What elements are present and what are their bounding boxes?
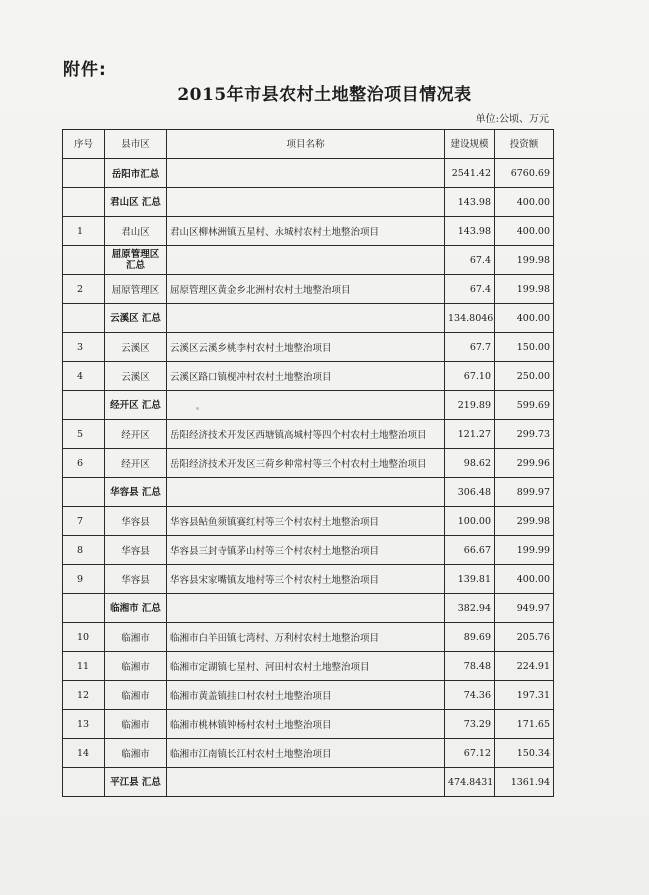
row-number: 8 [63, 536, 105, 565]
table-row [63, 536, 554, 565]
row-scale: 67.4 [445, 246, 495, 275]
table-row [63, 449, 554, 478]
row-project-name: 临湘市桃林镇钟杨村农村土地整治项目 [167, 710, 445, 739]
col-header-project: 项目名称 [167, 130, 445, 159]
table-row [63, 710, 554, 739]
row-investment: 299.73 [495, 420, 554, 449]
row-number: 14 [63, 739, 105, 768]
row-number [63, 478, 105, 507]
row-project-name [167, 768, 445, 797]
unit-label: 单位:公顷、万元 [475, 114, 549, 125]
row-number: 12 [63, 681, 105, 710]
table-row [63, 739, 554, 768]
table-row [63, 217, 554, 246]
row-county: 华容县 汇总 [105, 478, 167, 507]
row-county: 屈原管理区汇总 [105, 246, 167, 275]
row-number: 11 [63, 652, 105, 681]
row-county: 临湘市 汇总 [105, 594, 167, 623]
row-project-name [167, 246, 445, 275]
row-scale: 73.29 [445, 710, 495, 739]
row-county: 临湘市 [105, 681, 167, 710]
row-scale: 306.48 [445, 478, 495, 507]
row-county: 屈原管理区 [105, 275, 167, 304]
row-project-name [167, 188, 445, 217]
row-county: 临湘市 [105, 652, 167, 681]
row-investment: 400.00 [495, 188, 554, 217]
row-scale: 78.48 [445, 652, 495, 681]
row-scale: 66.67 [445, 536, 495, 565]
row-investment: 299.98 [495, 507, 554, 536]
row-number [63, 159, 105, 188]
summary-row [63, 768, 554, 797]
row-investment: 599.69 [495, 391, 554, 420]
summary-row [63, 159, 554, 188]
row-scale: 143.98 [445, 188, 495, 217]
row-scale: 474.8431 [445, 768, 495, 797]
row-scale: 143.98 [445, 217, 495, 246]
row-scale: 121.27 [445, 420, 495, 449]
row-investment: 400.00 [495, 304, 554, 333]
row-number: 5 [63, 420, 105, 449]
row-county: 临湘市 [105, 623, 167, 652]
row-scale: 219.89 [445, 391, 495, 420]
row-number [63, 246, 105, 275]
row-county: 华容县 [105, 536, 167, 565]
row-investment: 171.65 [495, 710, 554, 739]
row-project-name: 华容县鲇鱼须镇赛红村等三个村农村土地整治项目 [167, 507, 445, 536]
row-investment: 299.96 [495, 449, 554, 478]
row-project-name: 岳阳经济技术开发区西塘镇高城村等四个村农村土地整治项目 [167, 420, 445, 449]
row-scale: 2541.42 [445, 159, 495, 188]
row-project-name: 岳阳经济技术开发区三荷乡种常村等三个村农村土地整治项目 [167, 449, 445, 478]
row-county: 经开区 [105, 449, 167, 478]
row-project-name [167, 478, 445, 507]
table-row [63, 507, 554, 536]
col-header-invest: 投资额 [495, 130, 554, 159]
table-row [63, 333, 554, 362]
table-row [63, 420, 554, 449]
col-header-scale: 建设规模 [445, 130, 495, 159]
row-county: 君山区 [105, 217, 167, 246]
row-project-name: 临湘市白羊田镇七湾村、万利村农村土地整治项目 [167, 623, 445, 652]
row-project-name [167, 594, 445, 623]
row-scale: 67.10 [445, 362, 495, 391]
row-project-name: 华容县三封寺镇茅山村等三个村农村土地整治项目 [167, 536, 445, 565]
table-header-row [63, 130, 554, 159]
document-title: 2015年市县农村土地整治项目情况表 [177, 85, 472, 105]
row-county: 临湘市 [105, 710, 167, 739]
row-scale: 67.4 [445, 275, 495, 304]
row-number [63, 594, 105, 623]
row-number [63, 188, 105, 217]
row-investment: 400.00 [495, 217, 554, 246]
row-investment: 150.34 [495, 739, 554, 768]
row-scale: 98.62 [445, 449, 495, 478]
row-investment: 400.00 [495, 565, 554, 594]
row-county: 经开区 汇总 [105, 391, 167, 420]
row-project-name: 临湘市江南镇长江村农村土地整治项目 [167, 739, 445, 768]
table-row [63, 652, 554, 681]
row-project-name: 临湘市定湖镇七星村、河田村农村土地整治项目 [167, 652, 445, 681]
row-project-name: 屈原管理区黄金乡北洲村农村土地整治项目 [167, 275, 445, 304]
summary-row [63, 594, 554, 623]
row-number [63, 391, 105, 420]
row-scale: 100.00 [445, 507, 495, 536]
col-header-no: 序号 [63, 130, 105, 159]
row-scale: 67.12 [445, 739, 495, 768]
summary-row [63, 391, 554, 420]
row-scale: 134.8046 [445, 304, 495, 333]
row-investment: 1361.94 [495, 768, 554, 797]
row-project-name: 云溪区云溪乡桃李村农村土地整治项目 [167, 333, 445, 362]
row-county: 华容县 [105, 507, 167, 536]
row-investment: 949.97 [495, 594, 554, 623]
table-body [63, 159, 554, 797]
row-scale: 67.7 [445, 333, 495, 362]
row-county: 华容县 [105, 565, 167, 594]
row-number: 1 [63, 217, 105, 246]
row-number: 13 [63, 710, 105, 739]
summary-row [63, 478, 554, 507]
row-county: 君山区 汇总 [105, 188, 167, 217]
row-county: 云溪区 [105, 333, 167, 362]
row-number: 9 [63, 565, 105, 594]
table-row [63, 623, 554, 652]
attachment-label: 附件: [63, 60, 107, 80]
row-investment: 199.98 [495, 246, 554, 275]
scan-dot [196, 407, 199, 410]
row-number: 7 [63, 507, 105, 536]
row-county: 云溪区 [105, 362, 167, 391]
row-county: 岳阳市汇总 [105, 159, 167, 188]
row-investment: 150.00 [495, 333, 554, 362]
row-investment: 224.91 [495, 652, 554, 681]
row-number: 10 [63, 623, 105, 652]
row-scale: 139.81 [445, 565, 495, 594]
summary-row [63, 304, 554, 333]
row-county: 经开区 [105, 420, 167, 449]
row-investment: 199.98 [495, 275, 554, 304]
row-investment: 199.99 [495, 536, 554, 565]
row-project-name: 华容县宋家嘴镇友地村等三个村农村土地整治项目 [167, 565, 445, 594]
table-row [63, 362, 554, 391]
row-project-name: 君山区柳林洲镇五星村、永城村农村土地整治项目 [167, 217, 445, 246]
row-county: 云溪区 汇总 [105, 304, 167, 333]
row-investment: 899.97 [495, 478, 554, 507]
row-investment: 197.31 [495, 681, 554, 710]
row-investment: 205.76 [495, 623, 554, 652]
row-county: 平江县 汇总 [105, 768, 167, 797]
summary-row [63, 188, 554, 217]
projects-table [62, 129, 554, 797]
row-project-name [167, 391, 445, 420]
row-investment: 250.00 [495, 362, 554, 391]
row-project-name [167, 159, 445, 188]
table-row [63, 681, 554, 710]
row-scale: 89.69 [445, 623, 495, 652]
col-header-county: 县市区 [105, 130, 167, 159]
row-number [63, 768, 105, 797]
row-project-name: 云溪区路口镇枧冲村农村土地整治项目 [167, 362, 445, 391]
row-scale: 382.94 [445, 594, 495, 623]
row-number: 4 [63, 362, 105, 391]
row-number: 3 [63, 333, 105, 362]
summary-row [63, 246, 554, 275]
row-number [63, 304, 105, 333]
row-number: 6 [63, 449, 105, 478]
table-row [63, 565, 554, 594]
row-number: 2 [63, 275, 105, 304]
table-row [63, 275, 554, 304]
row-investment: 6760.69 [495, 159, 554, 188]
row-project-name: 临湘市黄盖镇挂口村农村土地整治项目 [167, 681, 445, 710]
row-project-name [167, 304, 445, 333]
row-scale: 74.36 [445, 681, 495, 710]
row-county: 临湘市 [105, 739, 167, 768]
